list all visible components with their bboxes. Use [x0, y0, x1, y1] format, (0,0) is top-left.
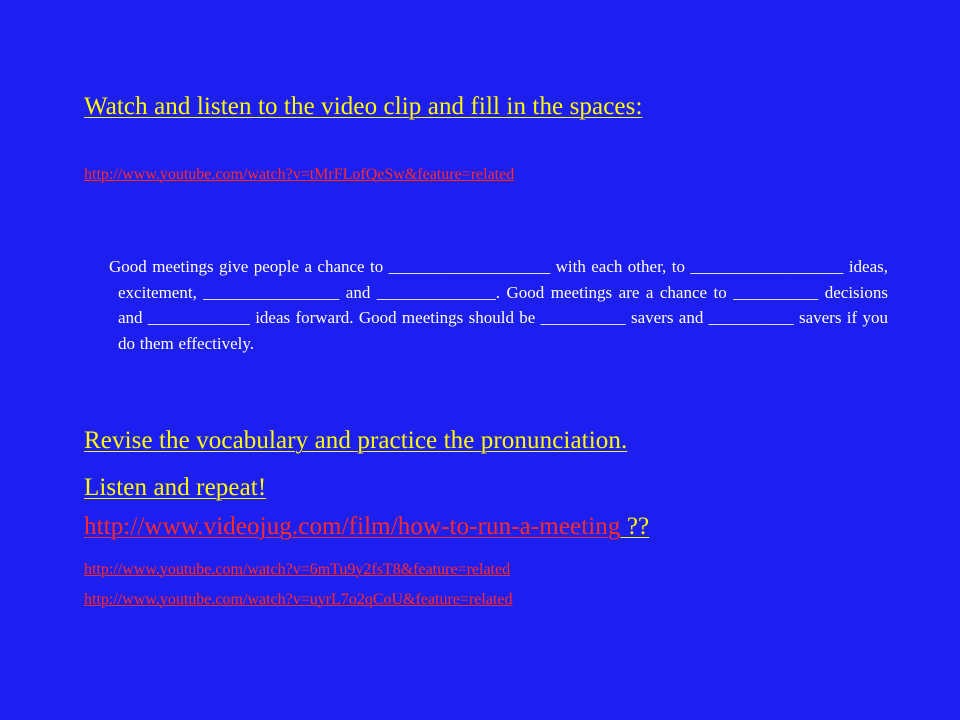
- question-marks: ??: [620, 513, 650, 540]
- video-link-4[interactable]: http://www.youtube.com/watch?v=uyrL7o2qCoU&feature=related: [84, 591, 513, 608]
- vocabulary-heading: Revise the vocabulary and practice the pronunciation.: [84, 427, 628, 454]
- instruction-heading: Watch and listen to the video clip and fill in the spaces:: [84, 93, 643, 120]
- video-link-3[interactable]: http://www.youtube.com/watch?v=6mTu9y2fsT8&feature=related: [84, 561, 511, 578]
- listen-repeat-heading: Listen and repeat!: [84, 474, 267, 501]
- video-link-1[interactable]: http://www.youtube.com/watch?v=tMrFLofQeSw&feature=related: [84, 166, 515, 183]
- video-link-2[interactable]: http://www.videojug.com/film/how-to-run-a-meeting: [84, 513, 621, 540]
- fill-in-exercise-text: Good meetings give people a chance to ___________________ with each other, to __________________ ideas, excitement, ________________ and ______________. Good meetings are a chance to __________ decisions and ____________ ideas forward. Good meetings should be __________ savers and __________ savers if you do them effectively.: [109, 257, 888, 353]
- videojug-link-row: [84, 512, 649, 542]
